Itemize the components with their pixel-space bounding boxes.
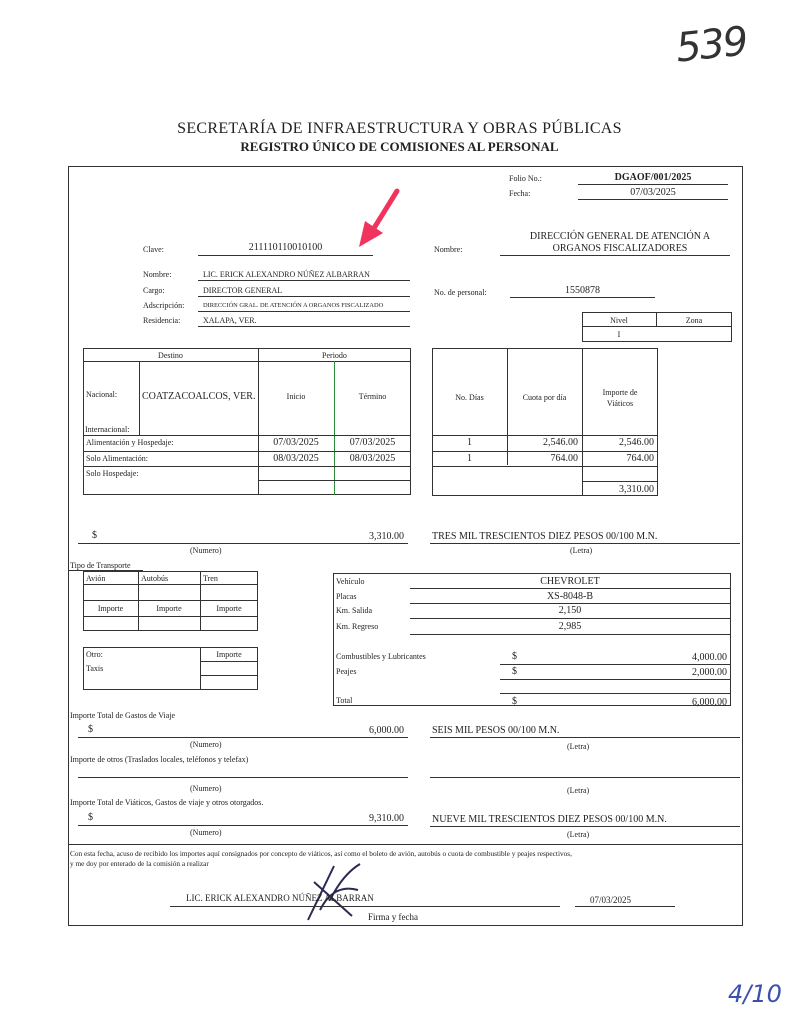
transporte-label: Tipo de Transporte bbox=[70, 561, 131, 570]
monto1-amount: 3,310.00 bbox=[369, 531, 404, 542]
folio-label: Folio No.: bbox=[509, 174, 542, 183]
avion-importe-label: Importe bbox=[97, 604, 124, 613]
folio-value: DGAOF/001/2025 bbox=[614, 172, 692, 183]
monto1-currency: $ bbox=[92, 530, 97, 541]
cargo-value: DIRECTOR GENERAL bbox=[203, 286, 283, 295]
adscripcion-label: Adscripción: bbox=[143, 301, 185, 310]
document-subtitle: REGISTRO ÚNICO DE COMISIONES AL PERSONAL bbox=[240, 139, 559, 154]
dias-label: No. Días bbox=[455, 393, 484, 402]
importe-label-2: Viáticos bbox=[606, 399, 634, 408]
handwritten-sheet-count: 4/10 bbox=[728, 980, 782, 1008]
peajes-value: 2,000.00 bbox=[692, 667, 727, 678]
solo-alimentacion-label: Solo Alimentación: bbox=[86, 454, 148, 463]
residencia-label: Residencia: bbox=[143, 316, 181, 325]
clave-value: 211110110010100 bbox=[248, 242, 323, 253]
dias-row1: 1 bbox=[467, 437, 472, 448]
nivel-value: I bbox=[617, 330, 621, 339]
handwritten-page-number: 539 bbox=[673, 18, 749, 72]
inicio-label: Inicio bbox=[286, 392, 306, 401]
viaticos-total: 3,310.00 bbox=[619, 484, 654, 495]
area-name-line2: ORGANOS FISCALIZADORES bbox=[552, 243, 688, 254]
placas-label: Placas bbox=[336, 592, 357, 601]
tren-label: Tren bbox=[203, 574, 218, 583]
vehiculo-label: Vehículo bbox=[336, 577, 365, 586]
no-personal-label: No. de personal: bbox=[434, 288, 487, 297]
total-general-letra-label: (Letra) bbox=[567, 830, 590, 839]
gastos-viaje-letra: SEIS MIL PESOS 00/100 M.N. bbox=[432, 725, 560, 736]
peajes-label: Peajes bbox=[336, 667, 357, 676]
termino-label: Término bbox=[358, 392, 387, 401]
area-name-line1: DIRECCIÓN GENERAL DE ATENCIÓN A bbox=[529, 231, 711, 242]
firmante-name: LIC. ERICK ALEXANDRO NÚÑEZ ALBARRAN bbox=[186, 893, 374, 903]
autobus-importe-label: Importe bbox=[156, 604, 182, 613]
importe-label-1: Importe de bbox=[602, 388, 638, 397]
monto1-numero-label: (Numero) bbox=[190, 546, 222, 555]
alimentacion-hospedaje-label: Alimentación y Hospedaje: bbox=[86, 438, 174, 447]
firma-label: Firma y fecha bbox=[368, 912, 418, 922]
cuota-row1: 2,546.00 bbox=[543, 437, 578, 448]
solo-alimentacion-termino: 08/03/2025 bbox=[349, 453, 396, 464]
firma-fecha-value: 07/03/2025 bbox=[590, 895, 632, 905]
gastos-viaje-label: Importe Total de Gastos de Viaje bbox=[70, 711, 176, 720]
total-general-amount: 9,310.00 bbox=[369, 813, 404, 824]
peajes-currency: $ bbox=[512, 666, 517, 677]
vehiculo-total-value: 6,000.00 bbox=[692, 697, 727, 708]
gastos-viaje-numero-label: (Numero) bbox=[190, 740, 222, 749]
tren-importe-label: Importe bbox=[216, 604, 242, 613]
vehiculo-value: CHEVROLET bbox=[540, 576, 600, 587]
otros-letra-label: (Letra) bbox=[567, 786, 590, 795]
transporte-table bbox=[83, 571, 258, 631]
vehiculo-total-label: Total bbox=[336, 696, 353, 705]
area-name-label: Nombre: bbox=[434, 245, 463, 254]
combustibles-currency: $ bbox=[512, 651, 517, 662]
importe-row2: 764.00 bbox=[626, 453, 654, 464]
internacional-label: Internacional: bbox=[85, 425, 130, 434]
acuse-line2: y me doy por enterado de la comisión a realizar bbox=[70, 859, 209, 868]
periodo-header: Periodo bbox=[322, 351, 347, 360]
cargo-label: Cargo: bbox=[143, 286, 165, 295]
no-personal-value: 1550878 bbox=[565, 285, 600, 296]
km-regreso-label: Km. Regreso bbox=[336, 622, 379, 631]
km-salida-value: 2,150 bbox=[558, 605, 582, 616]
monto1-letra: TRES MIL TRESCIENTOS DIEZ PESOS 00/100 M.N. bbox=[432, 531, 658, 542]
employee-name-label: Nombre: bbox=[143, 270, 172, 279]
placas-value: XS-8048-B bbox=[546, 591, 594, 602]
viaticos-table bbox=[432, 348, 658, 496]
solo-alimentacion-inicio: 08/03/2025 bbox=[273, 453, 319, 464]
adscripcion-value: DIRECCIÓN GRAL. DE ATENCIÓN A ORGANOS FISCALIZADO bbox=[203, 302, 384, 309]
solo-hospedaje-label: Solo Hospedaje: bbox=[86, 469, 139, 478]
fecha-label: Fecha: bbox=[509, 189, 531, 198]
total-general-letra: NUEVE MIL TRESCIENTOS DIEZ PESOS 00/100 M.N. bbox=[432, 814, 667, 825]
gastos-viaje-amount: 6,000.00 bbox=[369, 725, 404, 736]
importe-row1: 2,546.00 bbox=[619, 437, 654, 448]
monto1-letra-label: (Letra) bbox=[570, 546, 593, 555]
nacional-label: Nacional: bbox=[86, 390, 118, 399]
gastos-viaje-currency: $ bbox=[88, 724, 93, 735]
km-salida-label: Km. Salida bbox=[336, 606, 372, 615]
cuota-label: Cuota por día bbox=[522, 393, 567, 402]
alimentacion-hospedaje-inicio: 07/03/2025 bbox=[273, 437, 319, 448]
nacional-value: COATZACOALCOS, VER. bbox=[142, 391, 256, 402]
otro-label: Otro: bbox=[86, 650, 103, 659]
clave-label: Clave: bbox=[143, 245, 164, 254]
document-title: SECRETARÍA DE INFRAESTRUCTURA Y OBRAS PÚBLICAS bbox=[177, 120, 622, 137]
acuse-line1: Con esta fecha, acuso de recibido los importes aquí consignados por concepto de viáticos, así como el boleto de avión, autobús o cuota de combustible y peajes respectivos, bbox=[70, 849, 572, 858]
fecha-value: 07/03/2025 bbox=[630, 187, 676, 198]
destino-header: Destino bbox=[158, 351, 183, 360]
combustibles-label: Combustibles y Lubricantes bbox=[336, 652, 426, 661]
zona-label: Zona bbox=[685, 316, 703, 325]
alimentacion-hospedaje-termino: 07/03/2025 bbox=[349, 437, 396, 448]
employee-name: LIC. ERICK ALEXANDRO NÚÑEZ ALBARRAN bbox=[203, 270, 370, 279]
vehiculo-total-currency: $ bbox=[512, 696, 517, 707]
total-general-currency: $ bbox=[88, 812, 93, 823]
otros-label: Importe de otros (Traslados locales, teléfonos y telefax) bbox=[70, 755, 249, 764]
cuota-row2: 764.00 bbox=[550, 453, 578, 464]
km-regreso-value: 2,985 bbox=[558, 621, 582, 632]
otro-importe-label: Importe bbox=[216, 650, 242, 659]
total-general-label: Importe Total de Viáticos, Gastos de viaje y otros otorgados. bbox=[70, 798, 264, 807]
combustibles-value: 4,000.00 bbox=[692, 652, 727, 663]
taxis-label: Taxis bbox=[86, 664, 104, 673]
otros-numero-label: (Numero) bbox=[190, 784, 222, 793]
residencia-value: XALAPA, VER. bbox=[203, 316, 257, 325]
total-general-numero-label: (Numero) bbox=[190, 828, 222, 837]
gastos-viaje-letra-label: (Letra) bbox=[567, 742, 590, 751]
dias-row2: 1 bbox=[467, 453, 472, 464]
avion-label: Avión bbox=[86, 574, 106, 583]
nivel-label: Nivel bbox=[610, 316, 628, 325]
autobus-label: Autobús bbox=[141, 574, 169, 583]
